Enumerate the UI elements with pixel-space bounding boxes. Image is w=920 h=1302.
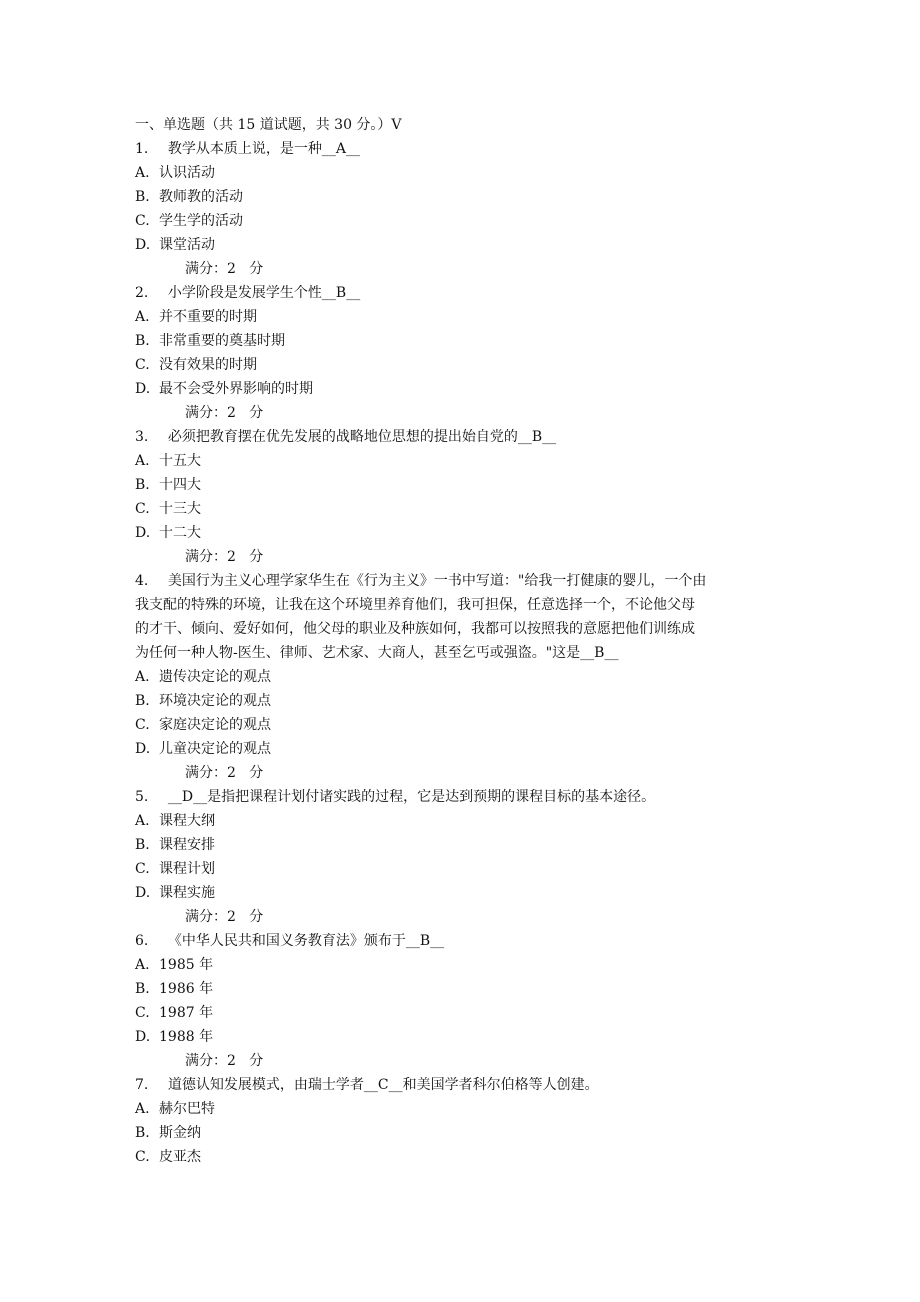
question-text: 必须把教育摆在优先发展的战略地位思想的提出始自党的__B__ — [159, 429, 557, 445]
question-number: 6. — [135, 933, 149, 949]
option-key: D. — [135, 237, 151, 253]
option-item — [135, 953, 785, 977]
option-key: B. — [135, 981, 150, 997]
option-key: B. — [135, 1125, 150, 1141]
option-item — [135, 713, 785, 737]
option-key: C. — [135, 213, 150, 229]
score-line: 满分：2 分 — [185, 261, 264, 277]
option-text: 遗传决定论的观点 — [159, 669, 271, 685]
score-line: 满分：2 分 — [185, 909, 264, 925]
question-text: 为任何一种人物-医生、律师、艺术家、大商人，甚至乞丐或强盗。"这是__B__ — [135, 645, 619, 661]
option-text: 课程安排 — [159, 837, 215, 853]
option-text: 赫尔巴特 — [159, 1101, 215, 1117]
option-text: 家庭决定论的观点 — [159, 717, 271, 733]
option-text: 课程计划 — [159, 861, 215, 877]
option-item — [135, 521, 785, 545]
option-text: 1986 年 — [159, 981, 214, 997]
option-key: B. — [135, 189, 150, 205]
option-text: 课程实施 — [159, 885, 215, 901]
option-text: 皮亚杰 — [159, 1149, 201, 1165]
option-item — [135, 737, 785, 761]
question-block — [135, 785, 785, 929]
option-text: 认识活动 — [159, 165, 215, 181]
option-key: A. — [135, 1101, 150, 1117]
option-text: 十三大 — [159, 501, 201, 517]
option-text: 课程大纲 — [159, 813, 215, 829]
option-key: A. — [135, 453, 150, 469]
option-text: 非常重要的奠基时期 — [159, 333, 285, 349]
option-item — [135, 857, 785, 881]
option-key: C. — [135, 357, 150, 373]
question-list — [135, 137, 785, 1169]
option-item — [135, 473, 785, 497]
option-item — [135, 497, 785, 521]
option-text: 环境决定论的观点 — [159, 693, 271, 709]
option-key: D. — [135, 525, 151, 541]
option-key: B. — [135, 333, 150, 349]
option-text: 十二大 — [159, 525, 201, 541]
option-item — [135, 833, 785, 857]
question-text: 的才干、倾向、爱好如何，他父母的职业及种族如何，我都可以按照我的意愿把他们训练成 — [135, 621, 695, 637]
question-stem-continued — [135, 641, 785, 665]
question-stem-continued — [135, 593, 785, 617]
question-stem — [135, 1073, 785, 1097]
question-number: 7. — [135, 1077, 149, 1093]
option-item — [135, 209, 785, 233]
option-key: A. — [135, 813, 150, 829]
option-text: 并不重要的时期 — [159, 309, 257, 325]
option-text: 课堂活动 — [159, 237, 215, 253]
option-item — [135, 1001, 785, 1025]
question-stem — [135, 785, 785, 809]
score-line: 满分：2 分 — [185, 765, 264, 781]
option-key: D. — [135, 381, 151, 397]
question-number: 4. — [135, 573, 149, 589]
question-block — [135, 281, 785, 425]
question-number: 2. — [135, 285, 149, 301]
option-key: A. — [135, 957, 150, 973]
option-item — [135, 1145, 785, 1169]
question-block — [135, 569, 785, 785]
score-line: 满分：2 分 — [185, 1053, 264, 1069]
option-key: C. — [135, 501, 150, 517]
option-item — [135, 809, 785, 833]
question-block — [135, 137, 785, 281]
option-key: B. — [135, 693, 150, 709]
score-line: 满分：2 分 — [185, 405, 264, 421]
option-item — [135, 185, 785, 209]
option-item — [135, 977, 785, 1001]
document-body — [135, 113, 785, 1169]
option-item — [135, 689, 785, 713]
section-title: 一、单选题（共 15 道试题，共 30 分。）V — [135, 117, 402, 133]
option-item — [135, 1025, 785, 1049]
option-text: 1985 年 — [159, 957, 214, 973]
option-text: 学生学的活动 — [159, 213, 243, 229]
option-key: A. — [135, 309, 150, 325]
option-key: C. — [135, 1149, 150, 1165]
question-block — [135, 425, 785, 569]
option-text: 斯金纳 — [159, 1125, 201, 1141]
option-item — [135, 1097, 785, 1121]
question-text: 我支配的特殊的环境，让我在这个环境里养育他们，我可担保，任意选择一个，不论他父母 — [135, 597, 695, 613]
question-block — [135, 929, 785, 1073]
option-text: 教师教的活动 — [159, 189, 243, 205]
question-block — [135, 1073, 785, 1169]
question-stem — [135, 425, 785, 449]
question-number: 5. — [135, 789, 149, 805]
option-key: D. — [135, 741, 151, 757]
option-key: C. — [135, 717, 150, 733]
option-item — [135, 377, 785, 401]
question-text: 道德认知发展模式，由瑞士学者__C__和美国学者科尔伯格等人创建。 — [159, 1077, 599, 1093]
score-line: 满分：2 分 — [185, 549, 264, 565]
option-key: B. — [135, 477, 150, 493]
option-text: 没有效果的时期 — [159, 357, 257, 373]
option-text: 十四大 — [159, 477, 201, 493]
option-item — [135, 665, 785, 689]
question-number: 1. — [135, 141, 149, 157]
option-item — [135, 305, 785, 329]
option-item — [135, 353, 785, 377]
question-stem — [135, 281, 785, 305]
option-key: C. — [135, 861, 150, 877]
question-text: __D__是指把课程计划付诸实践的过程，它是达到预期的课程目标的基本途径。 — [159, 789, 656, 805]
question-text: 美国行为主义心理学家华生在《行为主义》一书中写道："给我一打健康的婴儿，一个由 — [159, 573, 707, 589]
option-key: A. — [135, 669, 150, 685]
question-stem — [135, 137, 785, 161]
option-text: 最不会受外界影响的时期 — [159, 381, 313, 397]
option-key: C. — [135, 1005, 150, 1021]
option-item — [135, 233, 785, 257]
option-text: 1987 年 — [159, 1005, 214, 1021]
question-stem-continued — [135, 617, 785, 641]
option-key: D. — [135, 1029, 151, 1045]
option-item — [135, 881, 785, 905]
option-key: B. — [135, 837, 150, 853]
option-key: D. — [135, 885, 151, 901]
option-item — [135, 1121, 785, 1145]
question-stem — [135, 569, 785, 593]
option-text: 1988 年 — [159, 1029, 214, 1045]
question-number: 3. — [135, 429, 149, 445]
question-text: 《中华人民共和国义务教育法》颁布于__B__ — [159, 933, 445, 949]
option-item — [135, 329, 785, 353]
option-item — [135, 161, 785, 185]
option-key: A. — [135, 165, 150, 181]
question-text: 教学从本质上说，是一种__A__ — [159, 141, 361, 157]
question-stem — [135, 929, 785, 953]
option-item — [135, 449, 785, 473]
question-text: 小学阶段是发展学生个性__B__ — [159, 285, 361, 301]
option-text: 儿童决定论的观点 — [159, 741, 271, 757]
option-text: 十五大 — [159, 453, 201, 469]
